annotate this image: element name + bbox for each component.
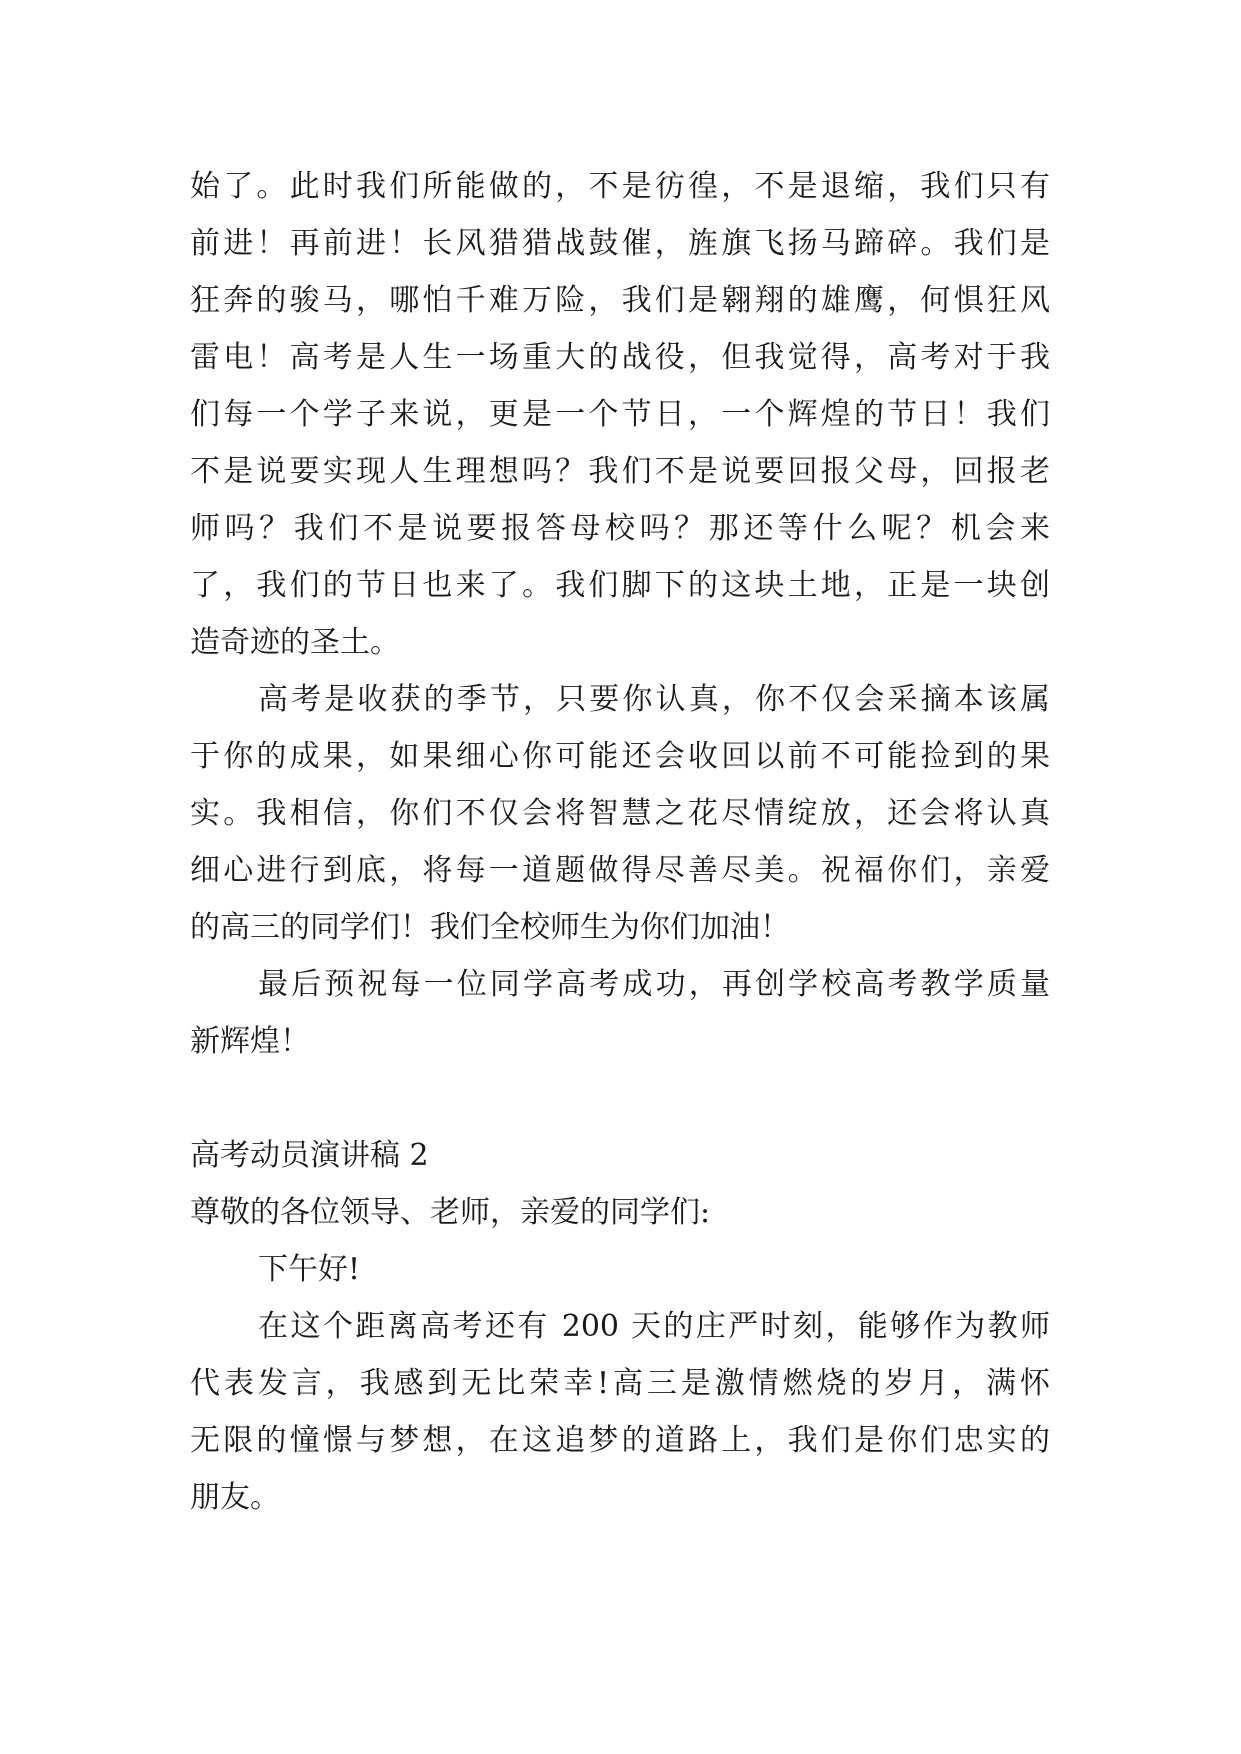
text-line: 了，我们的节日也来了。我们脚下的这块土地，正是一块创 [190, 568, 1050, 603]
text-line: 最后预祝每一位同学高考成功，再创学校高考教学质量 [258, 967, 1050, 1002]
text-line: 造奇迹的圣土。 [190, 625, 400, 660]
text-line: 细心进行到底，将每一道题做得尽善尽美。祝福你们，亲爱 [190, 853, 1050, 888]
text-line: 的高三的同学们！我们全校师生为你们加油！ [190, 910, 790, 945]
text-line: 无限的憧憬与梦想，在这追梦的道路上，我们是你们忠实的 [190, 1423, 1050, 1458]
section-2 [190, 1127, 1050, 1526]
text-line: 狂奔的骏马，哪怕千难万险，我们是翱翔的雄鹰，何惧狂风 [190, 283, 1050, 318]
text-line: 于你的成果，如果细心你可能还会收回以前不可能捡到的果 [190, 739, 1050, 774]
paragraph-3 [190, 956, 1050, 1070]
text-line: 不是说要实现人生理想吗？我们不是说要回报父母，回报老 [190, 454, 1050, 489]
text-line: 前进！再前进！长风猎猎战鼓催，旌旗飞扬马蹄碎。我们是 [190, 226, 1050, 261]
document-page [190, 158, 1050, 1526]
text-line: 代表发言，我感到无比荣幸!高三是激情燃烧的岁月，满怀 [190, 1366, 1050, 1401]
salutation: 尊敬的各位领导、老师，亲爱的同学们: [190, 1195, 711, 1230]
text-line: 新辉煌！ [190, 1024, 310, 1059]
paragraph-2 [190, 671, 1050, 956]
greeting: 下午好! [258, 1252, 361, 1287]
text-line: 高考是收获的季节，只要你认真，你不仅会采摘本该属 [258, 682, 1050, 717]
text-line: 师吗？我们不是说要报答母校吗？那还等什么呢？机会来 [190, 511, 1050, 546]
text-line: 雷电！高考是人生一场重大的战役，但我觉得，高考对于我 [190, 340, 1050, 375]
text-line: 朋友。 [190, 1480, 280, 1515]
text-line: 始了。此时我们所能做的，不是彷徨，不是退缩，我们只有 [190, 169, 1050, 204]
section-gap [190, 1070, 1050, 1127]
text-line: 们每一个学子来说，更是一个节日，一个辉煌的节日！我们 [190, 397, 1050, 432]
text-line: 实。我相信，你们不仅会将智慧之花尽情绽放，还会将认真 [190, 796, 1050, 831]
paragraph-1 [190, 158, 1050, 671]
section-title: 高考动员演讲稿 2 [190, 1138, 429, 1173]
text-line: 在这个距离高考还有 200 天的庄严时刻，能够作为教师 [258, 1309, 1050, 1344]
